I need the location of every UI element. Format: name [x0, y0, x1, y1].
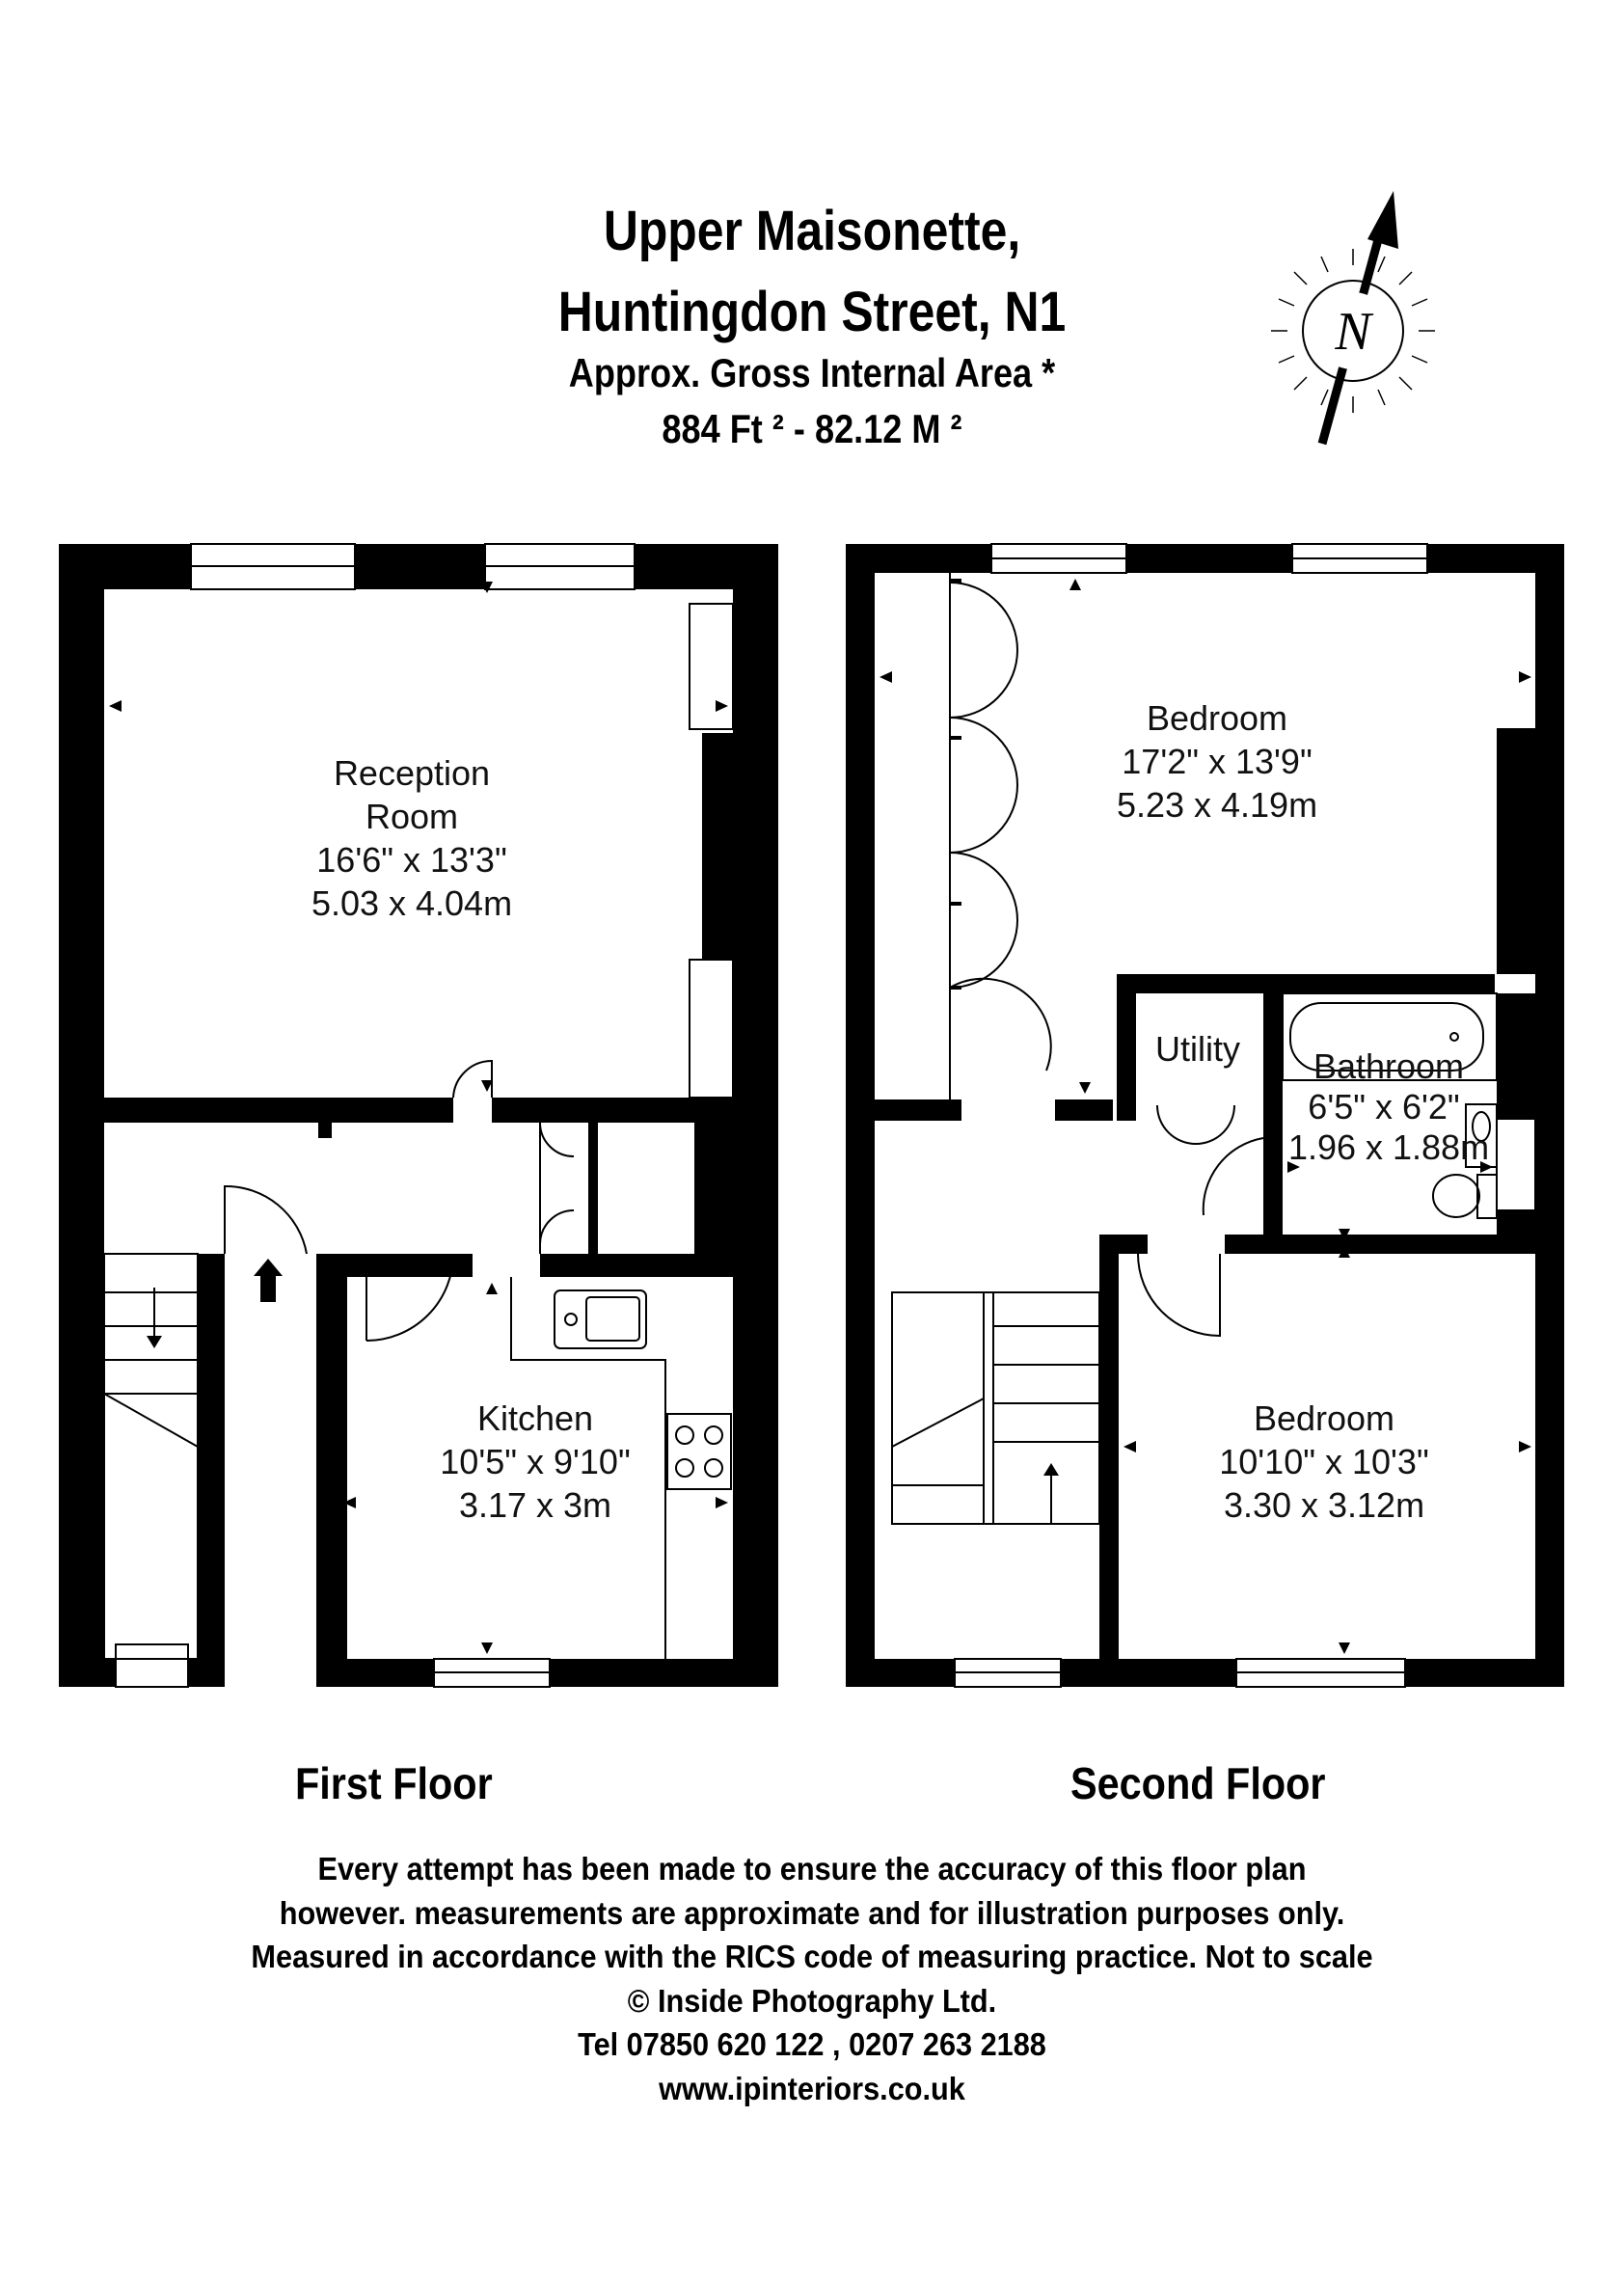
room-imperial-dimensions: 10'10" x 10'3": [1219, 1442, 1429, 1481]
room-label-bedroom-2: [1219, 1398, 1428, 1525]
room-name-line: Kitchen: [476, 1398, 594, 1438]
website-link[interactable]: www.ipinteriors.co.uk: [659, 2070, 965, 2106]
room-metric-dimensions: 1.96 x 1.88m: [1287, 1127, 1490, 1167]
room-metric-dimensions: 5.03 x 4.04m: [311, 883, 513, 923]
plan-title-line2: Huntingdon Street, N1: [557, 281, 1067, 343]
first-floor-label: First Floor: [295, 1758, 493, 1808]
room-name-line: Room: [365, 797, 459, 836]
area-label: Approx. Gross Internal Area *: [568, 350, 1056, 395]
plan-title-line1: Upper Maisonette,: [603, 200, 1021, 262]
room-name-line: Bedroom: [1146, 698, 1288, 738]
disclaimer-line: however. measurements are approximate and for illustration purposes only.: [279, 1894, 1345, 1931]
room-label-reception: [311, 753, 512, 923]
disclaimer-block: [0, 1847, 1624, 2110]
room-label-utility: [1155, 1029, 1240, 1069]
copyright-line: © Inside Photography Ltd.: [627, 1982, 997, 2019]
room-name-line: Utility: [1155, 1029, 1240, 1069]
disclaimer-line: Every attempt has been made to ensure the accuracy of this floor plan: [317, 1851, 1307, 1886]
room-metric-dimensions: 5.23 x 4.19m: [1116, 785, 1318, 825]
room-imperial-dimensions: 10'5" x 9'10": [440, 1442, 631, 1481]
room-label-bathroom: [1288, 1046, 1489, 1167]
compass-north-letter: N: [1335, 302, 1371, 362]
first-floor-plan: [59, 544, 778, 1687]
room-imperial-dimensions: 6'5" x 6'2": [1308, 1087, 1460, 1126]
second-floor-label: Second Floor: [1070, 1758, 1326, 1808]
room-label-kitchen: [440, 1398, 630, 1525]
room-name-line: Reception: [333, 753, 491, 793]
room-metric-dimensions: 3.30 x 3.12m: [1223, 1485, 1425, 1525]
area-value: 884 Ft ² - 82.12 M ²: [662, 406, 962, 451]
room-imperial-dimensions: 17'2" x 13'9": [1122, 742, 1313, 781]
room-imperial-dimensions: 16'6" x 13'3": [316, 840, 507, 880]
room-name-line: Bedroom: [1253, 1398, 1395, 1438]
telephone-line: Tel 07850 620 122 , 0207 263 2188: [578, 2026, 1046, 2062]
room-name-line: Bathroom: [1313, 1046, 1465, 1086]
room-metric-dimensions: 3.17 x 3m: [458, 1485, 612, 1525]
disclaimer-line: Measured in accordance with the RICS code of measuring practice. Not to scale: [251, 1939, 1373, 1974]
room-label-bedroom-1: [1117, 698, 1317, 825]
north-arrow-compass-icon: [1271, 191, 1435, 444]
